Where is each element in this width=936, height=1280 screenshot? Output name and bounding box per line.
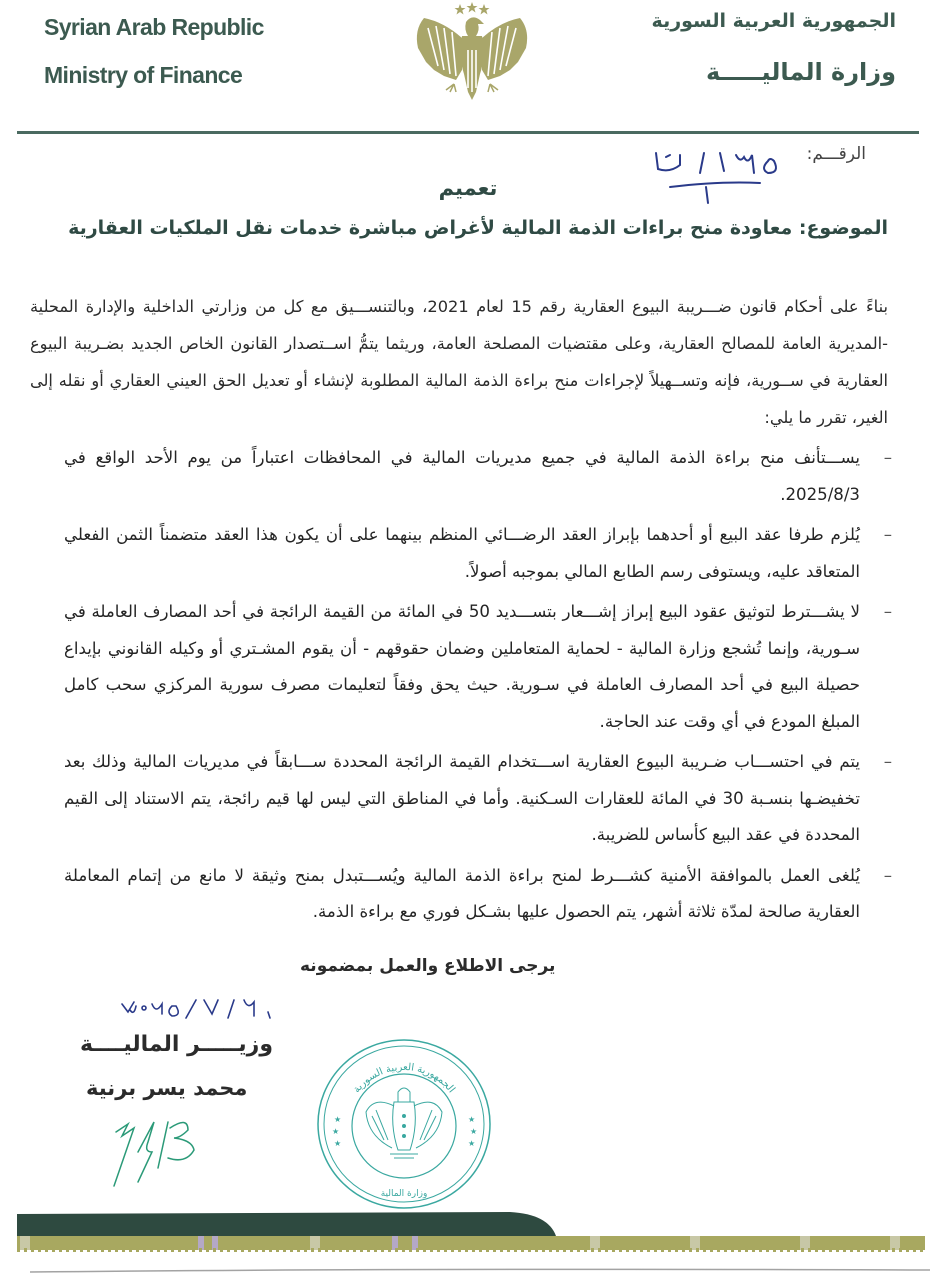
footer-decorative-band bbox=[0, 1208, 936, 1280]
stamp-bottom-text: وزارة المالية bbox=[380, 1189, 428, 1199]
handwritten-date bbox=[118, 990, 278, 1030]
star-icon bbox=[455, 4, 466, 15]
arabic-ministry-title: وزارة الماليـــــة bbox=[705, 58, 896, 86]
star-icon: ★ bbox=[334, 1115, 342, 1124]
star-icon: ★ bbox=[468, 1139, 476, 1148]
decision-item bbox=[64, 440, 896, 513]
star-icon: ★ bbox=[334, 1139, 342, 1148]
handwritten-signature-icon bbox=[108, 1112, 218, 1188]
decision-item bbox=[64, 858, 896, 931]
dash-bullet: – bbox=[883, 602, 892, 621]
closing-line: يرجى الاطلاع والعمل بمضمونه bbox=[300, 956, 556, 976]
decision-text: لا يشـــترط لتوثيق عقود البيع إبراز إشـــعار بتســـديد 50 في المائة من القيمة الرائجة في أحد المصارف العاملة في سـورية، وإنما تُشجع وزارة المالية - لحماية المتعاملين وضمان حقوقهم - أن يقوم المشـتري أو وكيله القانوني بإيداع حصيلة البيع في أحد المصارف العاملة في سـورية. حيث يحق وفقاً لتعليمات مصرف سورية المركزي سحب كامل المبلغ المودع في أي وقت عند الحاجة. bbox=[64, 602, 861, 731]
reference-label: الرقـــم: bbox=[806, 144, 866, 164]
eagle-emblem-icon bbox=[404, 0, 540, 104]
star-icon: ★ bbox=[468, 1115, 476, 1124]
decisions-list bbox=[64, 440, 896, 935]
star-icon: ★ bbox=[470, 1127, 478, 1136]
english-republic-title: Syrian Arab Republic bbox=[44, 14, 264, 40]
dash-bullet: – bbox=[883, 525, 892, 544]
stamp-eagle-icon bbox=[366, 1088, 442, 1158]
stamp-top-text: الجمهورية العربية السورية bbox=[351, 1061, 457, 1096]
intro-paragraph: بناءً على أحكام قانون ضـــريبة البيوع العقارية رقم 15 لعام 2021، وبالتنســـيق مع كل من وزارتي الداخلية والإدارة المحلية -المديرية العامة للمصالح العقارية، وعلى مقتضيات المصلحة العامة، وريثما يتمُّ اســتصدار القانون الخاص الجديد بضـريبة البيوع العقارية في ســورية، فإنه وتســهيلاً لإجراءات منح براءة الذمة المالية المطلوبة لإنشاء أو تعديل الحق العيني العقاري أو نقله إلى الغير، تقرر ما يلي: bbox=[30, 297, 888, 427]
dash-bullet: – bbox=[883, 752, 892, 771]
arabic-republic-title: الجمهورية العربية السورية bbox=[651, 10, 896, 32]
decision-text: يســـتأنف منح براءة الذمة المالية في جميع مديريات المالية في المحافظات اعتباراً من يوم الأحد الواقع في 2025/8/3. bbox=[64, 448, 860, 504]
decision-item bbox=[64, 744, 896, 854]
decision-text: يُلغى العمل بالموافقة الأمنية كشـــرط لمنح براءة الذمة المالية ويُســـتبدل بمنح وثيقة لا مانع من إتمام المعاملة العقارية صالحة لمدّة ثلاثة أشهر، يتم الحصول عليها بشـكل فوري مع براءة الذمة. bbox=[64, 865, 860, 921]
star-icon bbox=[479, 4, 490, 15]
dash-bullet: – bbox=[883, 865, 892, 885]
decision-item bbox=[64, 517, 896, 590]
official-stamp bbox=[314, 1036, 494, 1212]
decision-text: يتم في احتســـاب ضـريبة البيوع العقارية اســـتخدام القيمة الرائجة المحددة ســـابقاً في مديريات المالية وذلك بعد تخفيضـها بنسـبة 30 في المائة للعقارات السـكنية. وأما في المناطق التي ليس لها قيم رائجة، يتم الاستناد إلى القيم المحددة في عقد البيع كأساس للضريبة. bbox=[64, 752, 860, 844]
document-subject: الموضوع: معاودة منح براءات الذمة المالية لأغراض مباشرة خدمات نقل الملكيات العقارية bbox=[68, 217, 888, 239]
minister-title: وزيـــــر الماليــــة bbox=[80, 1032, 274, 1057]
english-ministry-title: Ministry of Finance bbox=[44, 62, 243, 88]
header-divider bbox=[17, 131, 919, 134]
decision-text: يُلزم طرفا عقد البيع أو أحدهما بإبراز العقد الرضـــائي المنظم بينهما على أن يكون هذا العقد متضمناً الثمن الفعلي المتعاقد عليه، ويستوفى رسم الطابع المالي بموجبه أصولاً. bbox=[64, 525, 860, 581]
document-title: تعميم bbox=[438, 176, 498, 200]
minister-name: محمد يسر برنية bbox=[86, 1076, 248, 1100]
dash-bullet: – bbox=[883, 448, 892, 467]
star-icon bbox=[467, 2, 478, 13]
star-icon: ★ bbox=[332, 1127, 340, 1136]
decision-item bbox=[64, 594, 896, 740]
